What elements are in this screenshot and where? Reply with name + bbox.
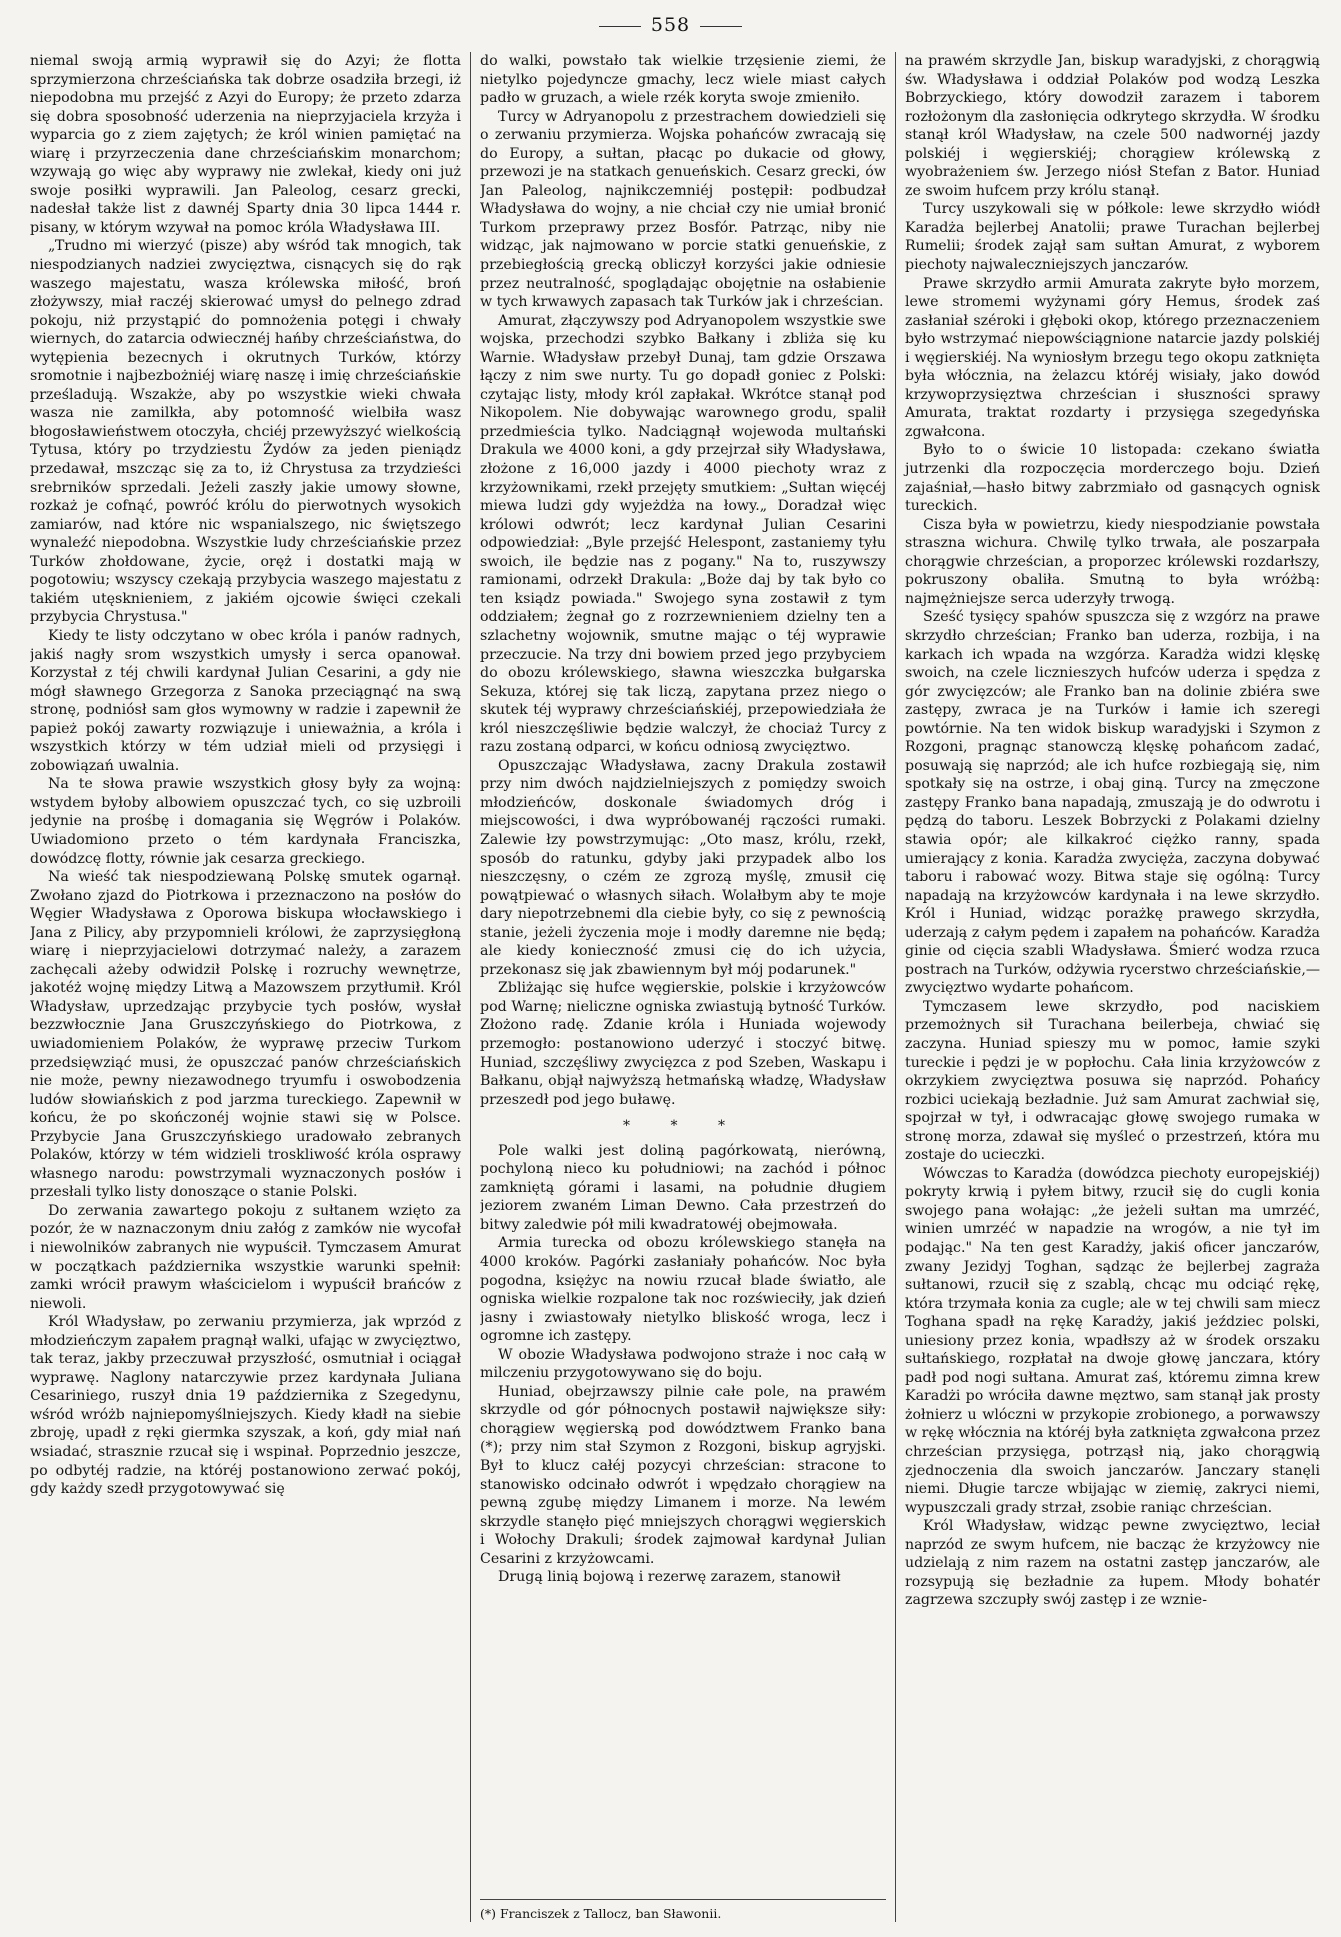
page-number-header — [0, 14, 1341, 36]
paragraph: Król Władysław, widząc pewne zwycięztwo, leciał naprzód ze swym hufcem, nie bacząc że krzyżowcy nie udzielają z nim razem na ostatni zastęp janczarów, ale rozsypują się bezładnie za łupem. Młody bohatér zagrzewa szczupły swój zastęp i ze wznie- — [905, 1518, 1320, 1609]
paragraph: Na wieść tak niespodziewaną Polskę smutek ogarnął. Zwołano zjazd do Piotrkowa i przeznaczono na posłów do Węgier Władysława z Oporowa biskupa włocławskiego i Jana z Pilicy, aby przypomnieli królowi, że zaprzysięgłoną wiarę i nieprzyjacielowi dotrzymać należy, a zarazem zachęcali ażeby odwidził Polskę i rozruchy wewnętrze, jakotéż wojnę między Litwą a Mazowszem przytłumił. Król Władysław, uprzedzając przybycie tych posłów, wysłał bezzwłocznie Jana Gruszczyńskiego do Piotrkowa, z uwiadomieniem Polaków, że wyprawę przeciw Turkom przedsięwziąć musi, że opuszczać panów chrześciańskich nie może, pewny niezawodnego tryumfu i oswobodzenia ludów słowiańskich z pod jarzma tureckiego. Zapewnił w końcu, że po skończonéj wojnie stawi się w Polsce. Przybycie Jana Gruszczyńskiego uradowało zebranych Polaków, którzy w tém widzieli troskliwość króla osprawy własnego narodu: powstrzymali wyznaczonych posłów i przesłali tylko listy donoszące o stanie Polski. — [30, 869, 461, 1201]
page-number: 558 — [650, 14, 691, 36]
section-divider-stars: * * * — [623, 1118, 743, 1135]
paragraph: Armia turecka od obozu królewskiego stanęła na 4000 kroków. Pagórki zasłaniały pohańców. Noc była pogodna, księżyc na nowiu rzucał blade światło, ale ogniska wielkie rozpalone tak noc rozświeciły, jak dzień jasny i zwiastowały nietylko bliskość wroga, lecz i ogromne ich zastępy. — [480, 1235, 886, 1345]
paragraph: Opuszczając Władysława, zacny Drakula zostawił przy nim dwóch najdzielniejszych z pomiędzy swoich młodzieńców, doskonale świadomych dróg i miejscowości, i dwa wypróbowanéj rączości rumaki. Zalewie łzy powstrzymując: „Oto masz, królu, rzekł, sposób do ratunku, gdyby jaki przypadek albo los nieszczęsny, o czém ze zgrozą myślę, zmusił cię powątpiewać o własnych siłach. Wolałbym aby te moje dary niepotrzebnemi dla ciebie były, co się z pewnością stanie, jeżeli życzenia moje i modły daremne nie będą; ale kiedy konieczność zmusi cię do ich użycia, przekonasz się jak zbawiennym był mój podarunek." — [480, 757, 886, 978]
paragraph: Drugą linią bojową i rezerwę zarazem, stanowił — [498, 1569, 841, 1586]
paragraph: Zbliżając się hufce węgierskie, polskie i krzyżowców pod Warnę; nieliczne ogniska zwiastują bytność Turków. Złożono radę. Zdanie króla i Huniada wojewody przemogło: postanowiono uderzyć i stoczyć bitwę. Huniad, szczęśliwy zwycięzca z pod Szeben, Waskapu i Bałkanu, objął najwyższą hetmańską władzę, Władysław przeszedł pod jego buławę. — [480, 980, 886, 1108]
paragraph: W obozie Władysława podwojono straże i noc całą w milczeniu przygotowywano się do boju. — [480, 1346, 886, 1382]
paragraph: niemal swoją armią wyprawił się do Azyi; że flotta sprzymierzona chrześciańska tak dobrze osadziła brzegi, iż niepodobna mu przejść z Azyi do Europy; że przeto zdarza się dobra sposobność uderzenia na nieprzyjaciela krzyża i wyparcia go z ziem zajętych; że król winien pamiętać na wiarę i przyrzeczenia dane chrześciańskim monarchom; wzywają go więc aby wyprawy nie zwlekał, kiedy oni już swoje posiłki wyprawili. Jan Paleolog, cesarz grecki, nadesłał także list z dawnéj Sparty dnia 30 lipca 1444 r. pisany, w którym wzywał na pomoc króla Władysława III. — [30, 53, 461, 236]
text-columns — [30, 52, 1320, 1922]
paragraph: Było to o świcie 10 listopada: czekano światła jutrzenki dla rozpoczęcia morderczego boju. Dzień zajaśniał,—hasło bitwy zabrzmiało od gasnących ognisk tureckich. — [905, 442, 1320, 515]
right-rule — [700, 26, 742, 27]
paragraph: Amurat, złączywszy pod Adryanopolem wszystkie swe wojska, przechodzi szybko Bałkany i zbliża się ku Warnie. Władysław przebył Dunaj, tam gdzie Orszawa łączy z nim swe nurty. Tu go dopadł goniec z Polski: czytając listy, młody król zapłakał. Wkrótce stanął pod Nikopolem. Nie dobywając warownego grodu, spalił przedmieścia tylko. Nadciągnął wojewoda multański Drakula we 4000 koni, a gdy przejrzał siły Władysława, złożone z 16,000 jazdy i 4000 piechoty wraz z krzyżownikami, rzekł przejęty smutkiem: „Sułtan więcéj miewa ludzi gdy wyjeżdża na łowy.„ Doradzał więc królowi odwrót; lecz kardynał Julian Cesarini odpowiedział: „Byle przejść Helespont, zastaniemy tyłu swoich, ile będzie nas z pogany." Na to, ruszywszy ramionami, odrzekł Drakula: „Boże daj by tak było co ten ksiądz powiada." Swojego syna zostawił z tym oddziałem; żegnał go z rozrzewnieniem dzielny ten a szlachetny wojownik, smutne mając o téj wyprawie przeczucie. Na trzy dni bowiem przed jego przybyciem do obozu królewskiego, sławna wieszczka bułgarska Sekuza, której się tak liczą, zapytana przez niego o skutek téj wyprawy chrześciańskiéj, przepowiedziała że król nieszczęśliwie będzie walczył, że chociaż Turcy z razu zostaną odparci, w końcu odniosą zwycięztwo. — [480, 312, 886, 756]
paragraph: „Trudno mi wierzyć (pisze) aby wśród tak mnogich, tak niespodzianych nadziei zwycięztwa, cisnących się do rąk waszego majestatu, wasza królewska miłość, broń złożywszy, miał raczéj skierować umysł do pelnego zdrad pokoju, niż przystąpić do pomnożenia potęgi i chwały wiernych, do zatarcia odwiecznéj hańby chrześciaństwa, do wytępienia bezecnych i okrutnych Turków, którzy sromotnie i najbezbożniéj wiarę naszę i imię chrześciańskie prześladują. Wszakże, aby po wszystkie wieki chwała wasza nie zamilkła, aby potomność wielbiła wasz błogosławieństwem otoczyła, chciéj przewyższyć wielkością Tytusa, który po trzydziestu Żydów za jeden pieniądz przedawał, mszcząc się za to, iż Chrystusa za trzydzieści srebrników sprzedali. Jeżeli zaszły jakie umowy słowne, rozkaż je cofnąć, powróć królu do pierwotnych wysokich zamiarów, nad które nic wspanialszego, nic świętszego wynaleźć niepodobna. Wszystkie ludy chrześciańskie przez Turków zhołdowane, życie, oręż i dostatki mają w pogotowiu; wszyscy czekają przybycia waszego majestatu z takiém utęsknieniem, z jakiém ojcowie święci czekali przybycia Chrystusa." — [30, 238, 461, 626]
column-1 — [30, 52, 470, 1922]
column-2 — [470, 52, 896, 1922]
paragraph: Sześć tysięcy spahów spuszcza się z wzgórz na prawe skrzydło chrześcian; Franko ban uderza, rozbija, i na karkach ich wpada na wzgórza. Karadża widzi klęskę swoich, na czele licznieszych hufców uderza i spędza z gór zwycięzców; ale Franko ban na dolinie zbiéra swe zastępy, zwraca je na Turków i łamie ich szeregi powtórnie. Na ten widok biskup waradyjski i Szymon z Rozgoni, pragnąc stanowczą klęskę pohańcom zadać, posuwają się naprzód; ale ich hufce rozbiegają się, nim spotkały się na ostrze, i obaj giną. Turcy na zmęczone zastępy Franko bana napadają, zmuszają je do odwrotu i pędzą do taboru. Leszek Bobrzycki z Polakami dzielny stawia opór; ale kilkakroć ciężko ranny, spada umierający z konia. Karadża zwycięża, zaczyna dobywać taboru i rabować wozy. Bitwa staje się ogólną: Turcy napadają na krzyżowców kardynała i na lewe skrzydło. Król i Huniad, widząc porażkę prawego skrzydła, uderzają z całym pędem i zapałem na pohańców. Karadża ginie od cięcia szabli Władysława. Śmierć wodza rzuca postrach na Turków, odżywia rycerstwo chrześciańskie,—zwycięztwo wydarte pohańcom. — [905, 609, 1320, 997]
column-3 — [896, 52, 1320, 1922]
footnote: (*) Franciszek z Tallocz, ban Sławonii. — [480, 1899, 886, 1922]
paragraph: Turcy w Adryanopolu z przestrachem dowiedzieli się o zerwaniu przymierza. Wojska pohańców zwracają się do Europy, a sułtan, płacąc po dukacie od głowy, przewozi je na statkach genueńskich. Cesarz grecki, ów Jan Paleolog, najnikczemniéj postępił: podbudzał Władysława do wojny, a nie chciał czy nie umiał bronić Turkom przeprawy przez Bosfór. Patrząc, niby nie widząc, jak najmowano w porcie statki genueńskie, z przebiegłością grecką obliczył korzyści jakie odniesie przez neutralność, spoglądając obojętnie na osłabienie w tych krwawych zapasach tak Turków jak i chrześcian. — [480, 108, 886, 311]
paragraph: Tymczasem lewe skrzydło, pod naciskiem przemożnych sił Turachana beilerbeja, chwiać się zaczyna. Huniad spieszy mu w pomoc, łamie szyki tureckie i pędzi je w popłochu. Cała linia krzyżowców z okrzykiem zwycięztwa posuwa się naprzód. Pohańcy rozbici uciekają bezładnie. Już sam Amurat zachwiał się, spojrzał w tył, i odwracając głowę swojego rumaka w stronę morza, zdawał się myśleć o przestrzeń, która mu zostaje do ucieczki. — [905, 998, 1320, 1164]
left-rule — [599, 26, 641, 27]
paragraph: Pole walki jest doliną pagórkowatą, nierówną, pochyloną nieco ku południowi; na zachód i północ zamkniętą górami i lasami, na południe długiem jeziorem zwaném Liman Dewno. Cała przestrzeń do bitwy zaledwie pół mili kwadratowéj obejmowała. — [480, 1142, 886, 1233]
paragraph: Król Władysław, po zerwaniu przymierza, jak wprzód z młodzieńczym zapałem pragnął walki, ufając w zwycięztwo, tak teraz, jakby przeczuwał przyszłość, osmutniał i ociągał wyprawę. Naglony natarczywie przez kardynała Juliana Cesariniego, ruszył dnia 19 października z Szegedynu, wśród wróżb najniepomyślniejszych. Kiedy kładł na siebie zbroję, upadł z ręki giermka szyszak, a koń, gdy miał nań wsiadać, strasznie rzucał się i wspinał. Poprzednio jeszcze, po odbytéj radzie, na któréj postanowiono zerwać pokój, gdy każdy szedł przygotowywać się — [30, 1314, 461, 1498]
column-2-body — [480, 52, 886, 1888]
paragraph: Kiedy te listy odczytano w obec króla i panów radnych, jakiś nagły srom wszystkich umysły i serca opanował. Korzystał z téj chwili kardynał Julian Cesarini, a gdy nie mógł sławnego Grzegorza z Sanoka przeciągnąć na swą stronę, podniósł sam głos wymowny w radzie i zapewnił że papież pokój zawarty rozwiązuje i unieważnia, a króla i wszystkich którzy w tém udział mieli od przysięgi i zobowiązań uwalnia. — [30, 627, 461, 774]
paragraph: Turcy uszykowali się w półkole: lewe skrzydło wiódł Karadża bejlerbej Anatolii; prawe Turachan bejlerbej Rumelii; środek zajął sam sułtan Amurat, z wyborem piechoty najwaleczniejszych janczarów. — [905, 201, 1320, 274]
paragraph: do walki, powstało tak wielkie trzęsienie ziemi, że nietylko pojedyncze gmachy, lecz wiele miast całych padło w gruzach, a wiele rzék koryta swoje zmieniło. — [480, 53, 886, 107]
paragraph: Wówczas to Karadża (dowódzca piechoty europejskiéj) pokryty krwią i pyłem bitwy, rzucił się do cugli konia swojego pana wołając: „że jeżeli sułtan ma umrzéć, winien umrzéć w napadzie na wrogów, a nie tył im podając." Na ten gest Karadży, jakiś oficer janczarów, zwany Jezidyj Toghan, sądząc że bejlerbej zagraża sułtanowi, rzucił się z szablą, chcąc mu odciąć rękę, która trzymała konia za cugle; ale w tej chwili sam miecz Toghana spadł na rękę Karadży, jakiś jeździec polski, uniesiony przez konia, wpadłszy aż w środek orszaku sułtańskiego, rozpłatał na dwoje głowę janczara, który padł pod nogi sułtana. Amurat zaś, któremu zimna krew Karadżi po wróciła dawne męztwo, sam stanął jak prosty żołnierz u wlóczni w przykopie zrobionego, a porwawszy w rękę włócznia na któréj była zatknięta zgwałcona przez chrześcian przysięga, potrząsł nią, jako chorągwią zjednoczenia dla swoich janczarów. Janczary stanęli niemi. Długie tarcze wbijając w ziemię, zakryci niemi, wypuszczali grady strzał, zsobie raniąc chrześcian. — [905, 1165, 1320, 1516]
paragraph: Huniad, obejrzawszy pilnie całe pole, na prawém skrzydle od gór północnych postawił największe siły: chorągiew węgierską pod dowództwem Franko bana (*); przy nim stał Szymon z Rozgoni, biskup agryjski. Był to klucz całéj pozycyi chrześcian: stracone to stanowisko odcinało odwrót i wpędzało chorągiew na pewną zgubę między Limanem i morze. Na lewém skrzydle stanęło pięć mniejszych chorągwi węgierskich i Wołochy Drakuli; środek zajmował kardynał Julian Cesarini z krzyżowcami. — [480, 1383, 886, 1567]
paragraph: Do zerwania zawartego pokoju z sułtanem wzięto za pozór, że w naznaczonym dniu załóg z zamków nie wycofał i niewolników zabranych nie wypuścił. Tymczasem Amurat w początkach października wszystkie warunki spełnił: zamki wrócił prawym właścicielom i wypuścił brańców z niewoli. — [30, 1202, 461, 1312]
paragraph: Cisza była w powietrzu, kiedy niespodzianie powstała straszna wichura. Chwilę tylko trwała, ale poszarpała chorągwie chrześcian, a proporzec królewski rozdarłszy, pokruszony obaliła. Smutną to była wróżbą: najmężniejsze serca uderzyły trwogą. — [905, 516, 1320, 607]
paragraph: Na te słowa prawie wszystkich głosy były za wojną: wstydem byłoby albowiem opuszczać tych, co się uzbroili jedynie na prośbę i domagania się Węgrów i Polaków. Uwiadomiono przeto o tém kardynała Franciszka, dowódzcę flotty, równie jak cesarza greckiego. — [30, 776, 461, 867]
paragraph: na prawém skrzydle Jan, biskup waradyjski, z chorągwią św. Władysława i oddział Polaków pod wodzą Leszka Bobrzyckiego, który dowodził zarazem i taborem rozłożonym dla zasłonięcia odkrytego skrzydła. W środku stanął król Władysław, na czele 500 nadwornéj jazdy polskiéj i węgierskiéj; chorągiew królewską z wyobrażeniem św. Jerzego niósł Stefan z Bator. Huniad ze swoim hufcem przy królu stanął. — [905, 53, 1320, 199]
paragraph: Prawe skrzydło armii Amurata zakryte było morzem, lewe stromemi wyżynami góry Hemus, środek zaś zasłaniał széroki i głęboki okop, którego przeznaczeniem było wstrzymać niepowściągnione natarcie jazdy polskiéj i węgierskiéj. Na wyniosłym brzegu tego okopu zatknięta była włócznia, na żelazcu któréj wisiały, jako dowód krzywoprzysięztwa chrześcian i słuszności sprawy Amurata, traktat rozdarty i przysięga szegedyńska zgwałcona. — [905, 275, 1320, 440]
